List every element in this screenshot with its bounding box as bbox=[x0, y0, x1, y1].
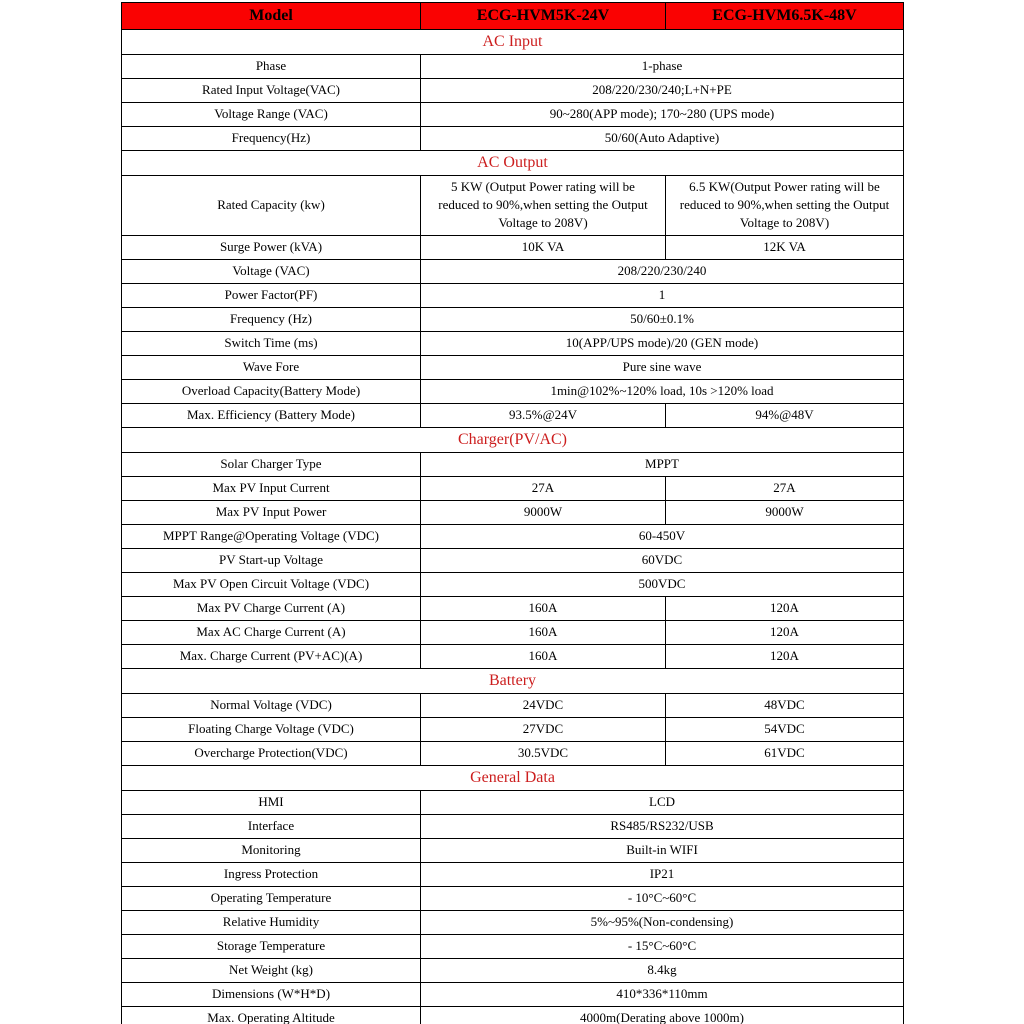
spec-row-ingress-protection bbox=[122, 862, 904, 886]
spec-row-frequency-hz bbox=[122, 127, 904, 151]
spec-table-body bbox=[122, 30, 904, 1024]
spec-label: Net Weight (kg) bbox=[122, 958, 421, 982]
spec-row-monitoring bbox=[122, 838, 904, 862]
spec-value-both-models: 1min@102%~120% load, 10s >120% load bbox=[421, 379, 904, 403]
spec-label: PV Start-up Voltage bbox=[122, 548, 421, 572]
spec-row-storage-temperature bbox=[122, 934, 904, 958]
spec-value-both-models: IP21 bbox=[421, 862, 904, 886]
spec-row-max-pv-open-circuit-voltage-vdc bbox=[122, 572, 904, 596]
spec-row-voltage-vac bbox=[122, 259, 904, 283]
spec-label: Monitoring bbox=[122, 838, 421, 862]
spec-value-model-2: 120A bbox=[666, 620, 904, 644]
section-title-general-data: General Data bbox=[122, 765, 904, 790]
spec-value-model-2: 94%@48V bbox=[666, 403, 904, 427]
spec-value-model-1: 160A bbox=[421, 644, 666, 668]
spec-value-model-1: 9000W bbox=[421, 500, 666, 524]
spec-label: Max PV Charge Current (A) bbox=[122, 596, 421, 620]
spec-label: Relative Humidity bbox=[122, 910, 421, 934]
spec-value-model-1: 27VDC bbox=[421, 717, 666, 741]
spec-value-model-1: 160A bbox=[421, 620, 666, 644]
spec-label: Max AC Charge Current (A) bbox=[122, 620, 421, 644]
spec-value-model-1: 10K VA bbox=[421, 235, 666, 259]
spec-row-max-pv-input-current bbox=[122, 476, 904, 500]
spec-label: Max. Charge Current (PV+AC)(A) bbox=[122, 644, 421, 668]
spec-table bbox=[121, 2, 904, 1024]
section-title-charger-pv-ac: Charger(PV/AC) bbox=[122, 427, 904, 452]
spec-value-both-models: 1 bbox=[421, 283, 904, 307]
spec-label: Overload Capacity(Battery Mode) bbox=[122, 379, 421, 403]
spec-label: Floating Charge Voltage (VDC) bbox=[122, 717, 421, 741]
spec-label: Max PV Input Power bbox=[122, 500, 421, 524]
spec-value-both-models: Built-in WIFI bbox=[421, 838, 904, 862]
spec-value-both-models: MPPT bbox=[421, 452, 904, 476]
spec-row-voltage-range-vac bbox=[122, 103, 904, 127]
spec-value-model-1: 30.5VDC bbox=[421, 741, 666, 765]
spec-label: Rated Input Voltage(VAC) bbox=[122, 79, 421, 103]
spec-value-both-models: 5%~95%(Non-condensing) bbox=[421, 910, 904, 934]
spec-label: Solar Charger Type bbox=[122, 452, 421, 476]
spec-label: Power Factor(PF) bbox=[122, 283, 421, 307]
spec-value-model-2: 54VDC bbox=[666, 717, 904, 741]
spec-row-normal-voltage-vdc bbox=[122, 693, 904, 717]
spec-row-relative-humidity bbox=[122, 910, 904, 934]
spec-value-both-models: - 10°C~60°C bbox=[421, 886, 904, 910]
spec-row-mppt-range-operating-voltage-vdc bbox=[122, 524, 904, 548]
section-title-ac-input: AC Input bbox=[122, 30, 904, 55]
spec-value-both-models: LCD bbox=[421, 790, 904, 814]
spec-label: Frequency(Hz) bbox=[122, 127, 421, 151]
spec-row-solar-charger-type bbox=[122, 452, 904, 476]
spec-row-switch-time-ms bbox=[122, 331, 904, 355]
spec-label: HMI bbox=[122, 790, 421, 814]
spec-value-model-2: 6.5 KW(Output Power rating will be reduced to 90%,when setting the Output Voltage to 208V) bbox=[666, 176, 904, 236]
spec-value-both-models: Pure sine wave bbox=[421, 355, 904, 379]
spec-value-model-1: 93.5%@24V bbox=[421, 403, 666, 427]
spec-value-both-models: 1-phase bbox=[421, 55, 904, 79]
spec-row-phase bbox=[122, 55, 904, 79]
spec-row-max-pv-charge-current-a bbox=[122, 596, 904, 620]
spec-value-both-models: 410*336*110mm bbox=[421, 982, 904, 1006]
spec-value-model-1: 27A bbox=[421, 476, 666, 500]
section-row-ac-input bbox=[122, 30, 904, 55]
spec-value-both-models: 50/60±0.1% bbox=[421, 307, 904, 331]
spec-label: MPPT Range@Operating Voltage (VDC) bbox=[122, 524, 421, 548]
spec-value-both-models: 8.4kg bbox=[421, 958, 904, 982]
model-header-row bbox=[122, 3, 904, 30]
section-row-general-data bbox=[122, 765, 904, 790]
section-title-ac-output: AC Output bbox=[122, 151, 904, 176]
spec-label: Switch Time (ms) bbox=[122, 331, 421, 355]
spec-row-max-pv-input-power bbox=[122, 500, 904, 524]
spec-value-model-2: 27A bbox=[666, 476, 904, 500]
spec-row-frequency-hz bbox=[122, 307, 904, 331]
spec-row-pv-start-up-voltage bbox=[122, 548, 904, 572]
spec-row-dimensions-w-h-d bbox=[122, 982, 904, 1006]
spec-label: Dimensions (W*H*D) bbox=[122, 982, 421, 1006]
spec-label: Max. Efficiency (Battery Mode) bbox=[122, 403, 421, 427]
spec-label: Rated Capacity (kw) bbox=[122, 176, 421, 236]
spec-row-power-factor-pf bbox=[122, 283, 904, 307]
spec-label: Max PV Open Circuit Voltage (VDC) bbox=[122, 572, 421, 596]
spec-label: Wave Fore bbox=[122, 355, 421, 379]
section-row-charger-pv-ac bbox=[122, 427, 904, 452]
spec-label: Overcharge Protection(VDC) bbox=[122, 741, 421, 765]
spec-value-both-models: 500VDC bbox=[421, 572, 904, 596]
spec-value-both-models: 50/60(Auto Adaptive) bbox=[421, 127, 904, 151]
spec-label: Storage Temperature bbox=[122, 934, 421, 958]
spec-row-max-ac-charge-current-a bbox=[122, 620, 904, 644]
spec-label: Interface bbox=[122, 814, 421, 838]
spec-value-both-models: - 15°C~60°C bbox=[421, 934, 904, 958]
spec-row-hmi bbox=[122, 790, 904, 814]
spec-value-both-models: RS485/RS232/USB bbox=[421, 814, 904, 838]
spec-row-overcharge-protection-vdc bbox=[122, 741, 904, 765]
spec-value-both-models: 208/220/230/240;L+N+PE bbox=[421, 79, 904, 103]
spec-label: Max. Operating Altitude bbox=[122, 1006, 421, 1024]
model-2-header: ECG-HVM6.5K-48V bbox=[666, 3, 904, 30]
section-row-ac-output bbox=[122, 151, 904, 176]
spec-value-both-models: 4000m(Derating above 1000m) bbox=[421, 1006, 904, 1024]
spec-value-both-models: 10(APP/UPS mode)/20 (GEN mode) bbox=[421, 331, 904, 355]
spec-label: Ingress Protection bbox=[122, 862, 421, 886]
section-title-battery: Battery bbox=[122, 668, 904, 693]
spec-value-model-2: 120A bbox=[666, 644, 904, 668]
spec-value-model-2: 61VDC bbox=[666, 741, 904, 765]
spec-value-both-models: 60VDC bbox=[421, 548, 904, 572]
spec-row-max-operating-altitude bbox=[122, 1006, 904, 1024]
spec-value-model-2: 9000W bbox=[666, 500, 904, 524]
spec-label: Max PV Input Current bbox=[122, 476, 421, 500]
spec-label: Voltage Range (VAC) bbox=[122, 103, 421, 127]
spec-row-overload-capacity-battery-mode bbox=[122, 379, 904, 403]
model-header-label: Model bbox=[122, 3, 421, 30]
spec-row-max-efficiency-battery-mode bbox=[122, 403, 904, 427]
spec-value-model-1: 5 KW (Output Power rating will be reduced to 90%,when setting the Output Voltage to 208V) bbox=[421, 176, 666, 236]
spec-label: Surge Power (kVA) bbox=[122, 235, 421, 259]
spec-value-model-2: 48VDC bbox=[666, 693, 904, 717]
spec-label: Phase bbox=[122, 55, 421, 79]
spec-value-both-models: 208/220/230/240 bbox=[421, 259, 904, 283]
spec-row-net-weight-kg bbox=[122, 958, 904, 982]
spec-row-max-charge-current-pv-ac-a bbox=[122, 644, 904, 668]
spec-value-both-models: 90~280(APP mode); 170~280 (UPS mode) bbox=[421, 103, 904, 127]
spec-value-model-1: 160A bbox=[421, 596, 666, 620]
spec-row-wave-fore bbox=[122, 355, 904, 379]
spec-label: Voltage (VAC) bbox=[122, 259, 421, 283]
spec-row-rated-capacity-kw bbox=[122, 176, 904, 236]
spec-row-surge-power-kva bbox=[122, 235, 904, 259]
spec-row-operating-temperature bbox=[122, 886, 904, 910]
spec-row-interface bbox=[122, 814, 904, 838]
spec-value-model-2: 12K VA bbox=[666, 235, 904, 259]
spec-value-both-models: 60-450V bbox=[421, 524, 904, 548]
spec-row-rated-input-voltage-vac bbox=[122, 79, 904, 103]
spec-row-floating-charge-voltage-vdc bbox=[122, 717, 904, 741]
spec-value-model-2: 120A bbox=[666, 596, 904, 620]
spec-value-model-1: 24VDC bbox=[421, 693, 666, 717]
model-1-header: ECG-HVM5K-24V bbox=[421, 3, 666, 30]
section-row-battery bbox=[122, 668, 904, 693]
spec-label: Normal Voltage (VDC) bbox=[122, 693, 421, 717]
spec-label: Frequency (Hz) bbox=[122, 307, 421, 331]
spec-label: Operating Temperature bbox=[122, 886, 421, 910]
